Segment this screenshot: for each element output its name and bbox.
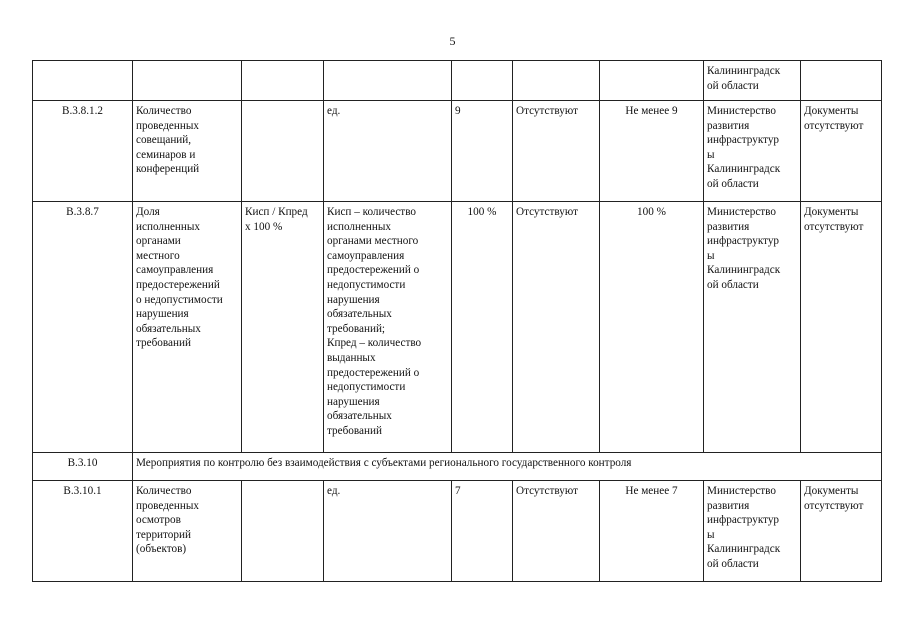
code-cell: В.3.8.7 [33, 202, 133, 453]
target-cell: Не менее 7 [600, 481, 704, 582]
table-row [33, 61, 882, 101]
responsible-cell: Министерство развития инфраструктур ы Калининградск ой области [704, 481, 801, 582]
target-cell: Не менее 9 [600, 101, 704, 202]
base-cell [513, 61, 600, 101]
documents-cell: Документы отсутствуют [801, 202, 882, 453]
formula-cell [242, 101, 324, 202]
target-cell [600, 61, 704, 101]
code-cell: В.3.10.1 [33, 481, 133, 582]
documents-cell [801, 61, 882, 101]
unit-cell: ед. [324, 101, 452, 202]
base-cell: Отсутствуют [513, 101, 600, 202]
table-row [33, 481, 882, 582]
indicators-table [32, 60, 882, 582]
page-number: 5 [449, 34, 456, 48]
code-cell: В.3.8.1.2 [33, 101, 133, 202]
section-row [33, 453, 882, 481]
value-cell: 9 [452, 101, 513, 202]
section-title-cell: Мероприятия по контролю без взаимодействия с субъектами регионального государственного контроля [133, 453, 882, 481]
name-cell: Количество проведенных осмотров территорий (объектов) [133, 481, 242, 582]
formula-cell: Кисп / Кпред х 100 % [242, 202, 324, 453]
value-cell: 7 [452, 481, 513, 582]
table-row [33, 101, 882, 202]
base-cell: Отсутствуют [513, 202, 600, 453]
responsible-cell: Министерство развития инфраструктур ы Калининградск ой области [704, 202, 801, 453]
value-cell: 100 % [452, 202, 513, 453]
unit-cell [324, 61, 452, 101]
formula-cell [242, 61, 324, 101]
unit-cell: Кисп – количество исполненных органами местного самоуправления предостережений о недопустимости нарушения обязательных требований; Кпред – количество выданных предостережений о недопустимости нарушения обязательных требований [324, 202, 452, 453]
documents-cell: Документы отсутствуют [801, 481, 882, 582]
unit-cell: ед. [324, 481, 452, 582]
responsible-cell: Министерство развития инфраструктур ы Калининградск ой области [704, 101, 801, 202]
table-row [33, 202, 882, 453]
section-code-cell: В.3.10 [33, 453, 133, 481]
formula-cell [242, 481, 324, 582]
name-cell [133, 61, 242, 101]
code-cell [33, 61, 133, 101]
base-cell: Отсутствуют [513, 481, 600, 582]
name-cell: Доля исполненных органами местного самоуправления предостережений о недопустимости нарушения обязательных требований [133, 202, 242, 453]
name-cell: Количество проведенных совещаний, семинаров и конференций [133, 101, 242, 202]
target-cell: 100 % [600, 202, 704, 453]
documents-cell: Документы отсутствуют [801, 101, 882, 202]
responsible-cell: Калининградск ой области [704, 61, 801, 101]
value-cell [452, 61, 513, 101]
